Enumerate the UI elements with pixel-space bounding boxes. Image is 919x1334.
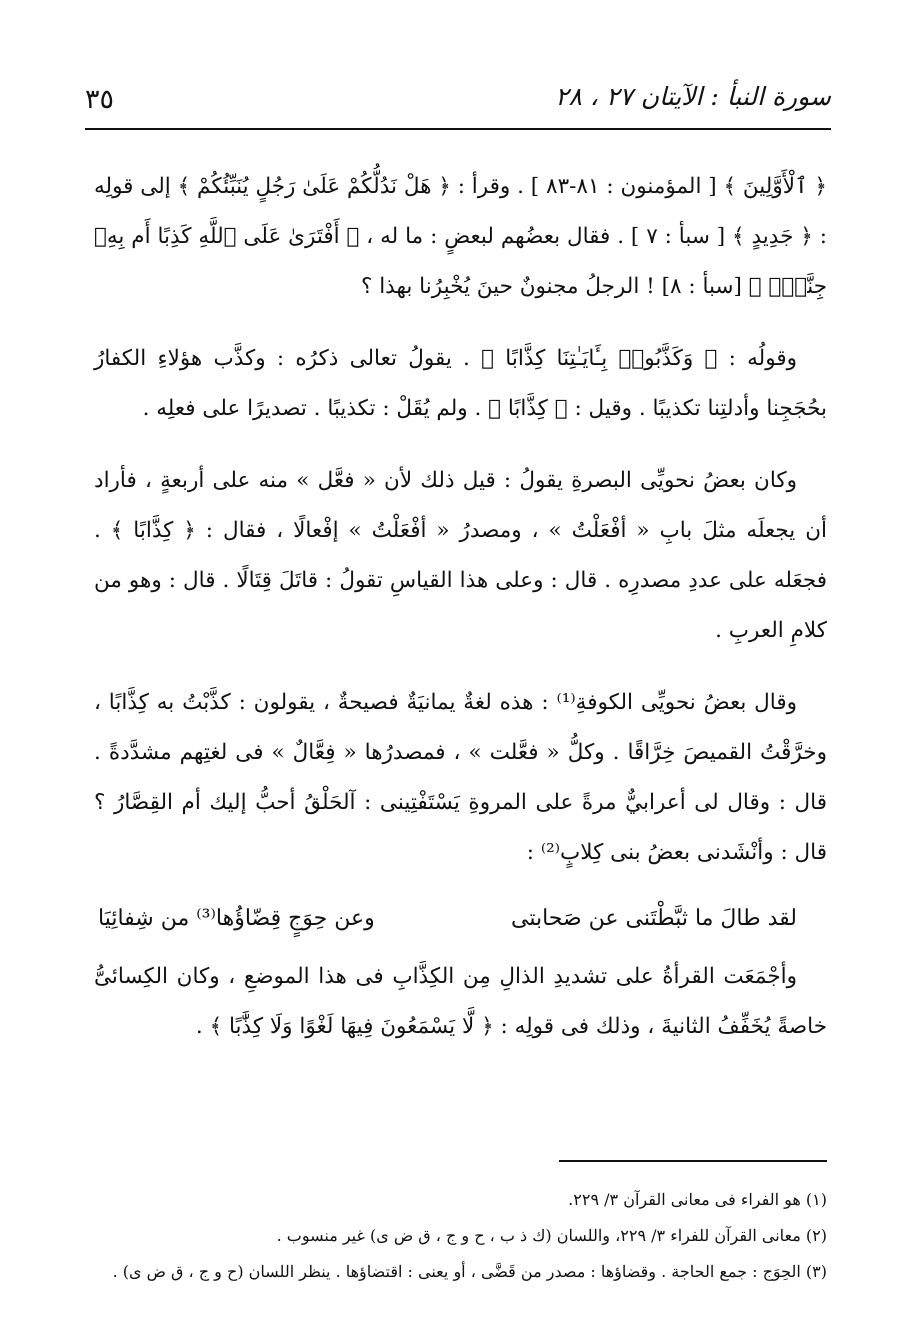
main-text — [94, 162, 827, 1068]
verse-first-hemistich: لقد طالَ ما ثبَّطْتَنى عن صَحابتى — [510, 906, 797, 931]
paragraph: وقولُه : ﴿ وَكَذَّبُوا۟ بِـَٔايَـٰتِنَا كِذَّابًا ﴾ . يقولُ تعالى ذكرُه : وكذَّب هؤلاءِ الكفارُ بحُجَجِنا وأدلتِنا تكذيبًا . وقيل : ﴿ كِذَّابًا ﴾ . ولم يُقَلْ : تكذيبًا . تصديرًا على فعلِه . — [94, 346, 827, 421]
footnote: (٢) معانى القرآن للفراء ٣/ ٢٢٩، واللسان (ك ذ ب ، ح و ج ، ق ض ى) غير منسوب . — [276, 1226, 827, 1245]
footnote: (٣) الحِوَج : جمع الحاجة . وقضاؤها : مصدر من قَضَّى ، أو يعنى : اقتضاؤها . ينظر اللسان (ح و ج ، ق ض ى) . — [112, 1262, 827, 1281]
footnote: (١) هو الفراء فى معانى القرآن ٣/ ٢٢٩. — [568, 1190, 827, 1209]
paragraph: ﴿ ٱلْأَوَّلِينَ ﴾ [ المؤمنون : ٨١-٨٣ ] . وقرأ : ﴿ هَلْ نَدُلُّكُمْ عَلَىٰ رَجُلٍ يُنَبِّئُكُمْ ﴾ إلى قولِه : ﴿ جَدِيدٍ ﴾ [ سبأ : ٧ ] . فقال بعضُهم لبعضٍ : ما له ، ﴿ أَفْتَرَىٰ عَلَى ٱللَّهِ كَذِبًا أَم بِهِۦ جِنَّةٌۢ ﴾ [سبأ : ٨] ! الرجلُ مجنونٌ حينَ يُخْبِرُنا بهذا ؟ — [94, 174, 827, 299]
page-number: ٣٥ — [85, 84, 115, 115]
paragraph: وأجْمَعَت القرأةُ على تشديدِ الذالِ مِن الكِذَّابِ فى هذا الموضعِ ، وكان الكِسائىُّ خاصةً يُخَفِّفُ الثانيةَ ، وذلك فى قولِه : ﴿ لَّا يَسْمَعُونَ فِيهَا لَغْوًا وَلَا كِذَّٰبًا ﴾ . — [94, 964, 827, 1039]
running-title: سورة النبأ : الآيتان ٢٧ ، ٢٨ — [555, 82, 831, 111]
footnote-rule — [559, 1160, 827, 1162]
paragraph: وقال بعضُ نحويِّى الكوفةِ⁽¹⁾ : هذه لغةٌ يمانيَةٌ فصيحةٌ ، يقولون : كذَّبْتُ به كِذَّابًا ، وخرَّقْتُ القميصَ خِرَّاقًا . وكلُّ « فعَّلت » ، فمصدرُها « فِعَّالٌ » فى لغتِهم مشدَّدةً . قال : وقال لى أعرابيٌّ مرةً على المروةِ يَسْتَفْتِينى : آلحَلْقُ أحبُّ إليك أم القِصَّارُ ؟ قال : وأنْشَدنى بعضُ بنى كِلابٍ⁽²⁾ : — [94, 690, 827, 865]
poem-verse — [94, 894, 827, 944]
header-rule — [85, 128, 831, 130]
running-head — [85, 80, 831, 124]
footnotes — [94, 1182, 827, 1290]
verse-second-hemistich: وعن حِوَجٍ قِضّاؤُها⁽³⁾ من شِفائِيَا — [98, 906, 375, 931]
paragraph: وكان بعضُ نحويِّى البصرةِ يقولُ : قيل ذلك لأن « فعَّل » منه على أربعةٍ ، فأراد أن يجعلَه مثلَ بابِ « أفْعَلْتُ » ، ومصدرُ « أفْعَلْتُ » إفْعالًا ، فقال : ﴿ كِذَّابًا ﴾ . فجعَله على عددِ مصدرِه . قال : وعلى هذا القياسِ تقولُ : قاتَلَ قِتَالًا . قال : وهو من كلامِ العربِ . — [94, 468, 827, 643]
